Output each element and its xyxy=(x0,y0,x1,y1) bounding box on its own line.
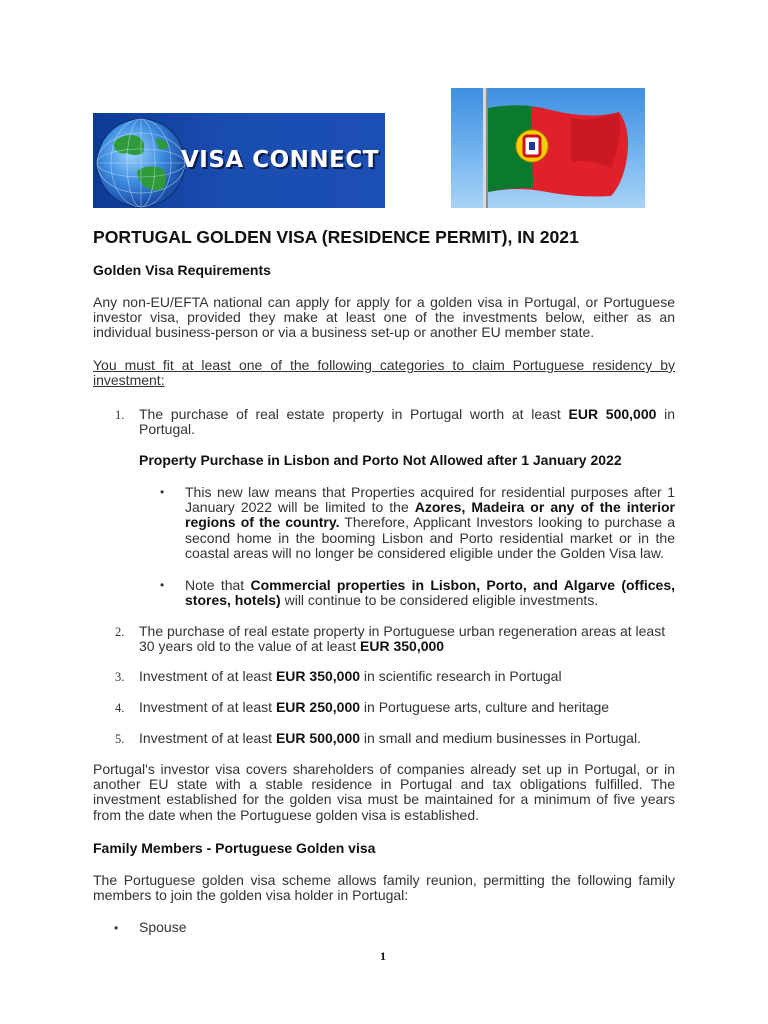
list-item: Investment of at least EUR 250,000 in Portuguese arts, culture and heritage xyxy=(139,699,610,715)
list-item: Investment of at least EUR 350,000 in scientific research in Portugal xyxy=(139,668,562,684)
logo-text: VISA CONNECT xyxy=(181,147,379,173)
list-item: The purchase of real estate property in Portugal worth at least EUR 500,000 in Portugal. xyxy=(139,406,675,438)
bullet-item: This new law means that Properties acquired for residential purposes after 1 January 2022 will be limited to the Azores, Madeira or any of the interior regions of the country. Therefore, Applicant Investors looking to purchase a second home in the booming Lisbon and Porto residential market or in the coastal areas will no longer be considered eligible under the Golden Visa law. xyxy=(185,484,675,561)
family-heading: Family Members - Portuguese Golden visa xyxy=(93,840,376,856)
investor-paragraph: Portugal's investor visa covers shareholders of companies already set up in Portugal, or in another EU state with a stable residence in Portugal and tax obligations fulfilled. The investment established for the golden visa must be maintained for a minimum of five years from the date when the Portuguese golden visa is established. xyxy=(93,761,675,823)
list-item: The purchase of real estate property in Portuguese urban regeneration areas at least 30 years old to the value of at least EUR 350,000 xyxy=(139,623,666,655)
list-number: 1. xyxy=(115,408,125,422)
list-number: 5. xyxy=(115,732,125,746)
bullet-item: Note that Commercial properties in Lisbon, Porto, and Algarve (offices, stores, hotels) will continue to be considered eligible investments. xyxy=(185,577,675,609)
page-number: 1 xyxy=(380,949,386,963)
property-subheading: Property Purchase in Lisbon and Porto Not Allowed after 1 January 2022 xyxy=(139,452,622,468)
bullet-glyph: • xyxy=(160,578,165,592)
portugal-flag-image xyxy=(451,88,645,208)
bullet-glyph: • xyxy=(114,921,119,935)
portugal-flag-icon xyxy=(451,88,645,208)
list-number: 4. xyxy=(115,701,125,715)
list-number: 3. xyxy=(115,670,125,684)
family-list-item: Spouse xyxy=(139,919,187,935)
bullet-glyph: • xyxy=(160,485,165,499)
intro-paragraph: Any non-EU/EFTA national can apply for apply for a golden visa in Portugal, or Portuguese investor visa, provided they make at least one of the investments below, either as an individual business-person or via a business set-up or another EU member state. xyxy=(93,294,675,341)
categories-intro: You must fit at least one of the following categories to claim Portuguese residency by investment: xyxy=(93,357,675,389)
visa-connect-logo xyxy=(93,113,385,208)
family-paragraph: The Portuguese golden visa scheme allows family reunion, permitting the following family members to join the golden visa holder in Portugal: xyxy=(93,872,675,904)
document-title: PORTUGAL GOLDEN VISA (RESIDENCE PERMIT), IN 2021 xyxy=(93,227,579,247)
list-number: 2. xyxy=(115,625,125,639)
list-item: Investment of at least EUR 500,000 in small and medium businesses in Portugal. xyxy=(139,730,641,746)
requirements-heading: Golden Visa Requirements xyxy=(93,262,271,278)
